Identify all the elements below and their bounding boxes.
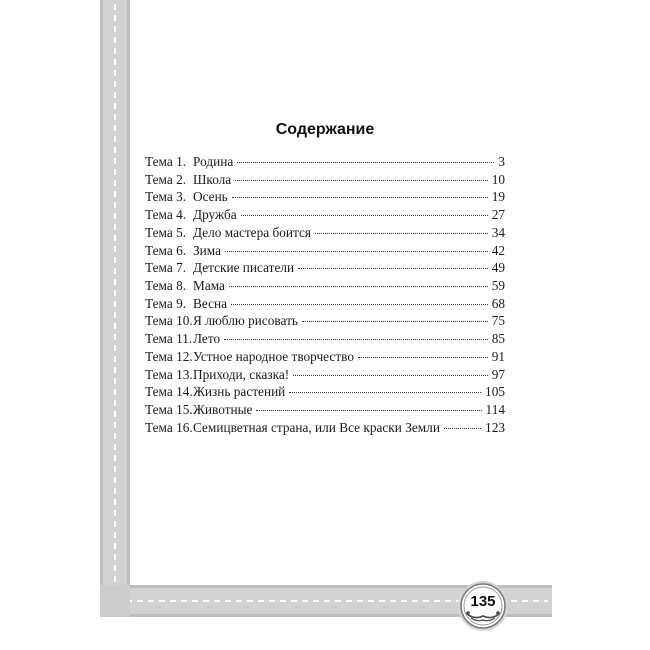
toc-entry-number: Тема 11. bbox=[145, 331, 193, 347]
toc-entry-page: 75 bbox=[491, 313, 505, 329]
toc-entry-title: Дружба bbox=[193, 207, 237, 223]
toc-dot-leader bbox=[256, 410, 481, 411]
toc-entry-title: Зима bbox=[193, 242, 222, 258]
toc-entry-page: 123 bbox=[485, 419, 505, 435]
toc-entry-title: Я люблю рисовать bbox=[193, 313, 298, 329]
toc-dot-leader bbox=[315, 233, 488, 234]
toc-entry-page: 105 bbox=[485, 384, 505, 400]
table-of-contents bbox=[145, 153, 505, 437]
toc-entry bbox=[145, 206, 505, 224]
toc-entry-page: 59 bbox=[491, 278, 505, 294]
toc-entry-page: 97 bbox=[491, 366, 505, 382]
toc-entry-title: Жизнь растений bbox=[193, 384, 286, 400]
toc-entry-title: Дело мастера боится bbox=[193, 224, 311, 240]
toc-entry-page: 27 bbox=[491, 207, 505, 223]
toc-entry-number: Тема 6. bbox=[145, 242, 187, 258]
toc-entry-title: Животные bbox=[193, 402, 253, 418]
toc-dot-leader bbox=[224, 339, 488, 340]
toc-entry bbox=[145, 383, 505, 401]
toc-dot-leader bbox=[302, 321, 488, 322]
toc-entry bbox=[145, 171, 505, 189]
toc-dot-leader bbox=[229, 286, 488, 287]
toc-entry-page: 91 bbox=[491, 348, 505, 364]
corner-joint bbox=[100, 585, 130, 617]
toc-dot-leader bbox=[358, 357, 488, 358]
toc-entry-number: Тема 16. bbox=[145, 419, 193, 435]
toc-entry bbox=[145, 401, 505, 419]
toc-entry bbox=[145, 312, 505, 330]
toc-entry-number: Тема 2. bbox=[145, 171, 187, 187]
left-border-edge bbox=[100, 0, 103, 610]
toc-entry-title: Мама bbox=[193, 278, 225, 294]
toc-entry-page: 19 bbox=[491, 189, 505, 205]
toc-dot-leader bbox=[225, 251, 488, 252]
toc-dot-leader bbox=[235, 180, 487, 181]
toc-entry-number: Тема 12. bbox=[145, 348, 193, 364]
toc-entry-number: Тема 15. bbox=[145, 402, 193, 418]
toc-entry-page: 114 bbox=[485, 402, 505, 418]
toc-entry bbox=[145, 295, 505, 313]
toc-dot-leader bbox=[231, 304, 488, 305]
toc-entry-title: Приходи, сказка! bbox=[193, 366, 290, 382]
page-title: Содержание bbox=[275, 121, 375, 138]
toc-entry-title: Весна bbox=[193, 295, 228, 311]
toc-dot-leader bbox=[237, 162, 494, 163]
toc-entry-title: Устное народное творчество bbox=[193, 348, 354, 364]
toc-entry-number: Тема 1. bbox=[145, 154, 187, 169]
toc-entry-page: 10 bbox=[491, 171, 505, 187]
toc-dot-leader bbox=[293, 375, 487, 376]
toc-entry bbox=[145, 277, 505, 295]
toc-entry-number: Тема 9. bbox=[145, 295, 187, 311]
toc-entry-title: Родина bbox=[193, 154, 234, 169]
toc-entry bbox=[145, 419, 505, 437]
toc-entry bbox=[145, 366, 505, 384]
page-number: 135 bbox=[470, 593, 496, 610]
toc-entry-title: Семицветная страна, или Все краски Земли bbox=[193, 419, 440, 435]
toc-entry-number: Тема 8. bbox=[145, 278, 187, 294]
toc-entry-number: Тема 13. bbox=[145, 366, 193, 382]
toc-dot-leader bbox=[298, 268, 488, 269]
toc-entry-number: Тема 5. bbox=[145, 224, 187, 240]
toc-entry-page: 34 bbox=[491, 224, 505, 240]
toc-entry-title: Лето bbox=[193, 331, 221, 347]
toc-entry-title: Школа bbox=[193, 171, 232, 187]
toc-entry bbox=[145, 224, 505, 242]
toc-dot-leader bbox=[289, 392, 481, 393]
toc-entry bbox=[145, 188, 505, 206]
toc-entry-number: Тема 4. bbox=[145, 207, 187, 223]
toc-dot-leader bbox=[241, 215, 488, 216]
left-border-inner-edge bbox=[127, 0, 130, 590]
toc-entry-page: 42 bbox=[491, 242, 505, 258]
toc-entry-title: Детские писатели bbox=[193, 260, 295, 276]
toc-entry bbox=[145, 242, 505, 260]
toc-entry-number: Тема 10. bbox=[145, 313, 193, 329]
toc-dot-leader bbox=[444, 428, 481, 429]
toc-entry bbox=[145, 153, 505, 171]
toc-entry-number: Тема 7. bbox=[145, 260, 187, 276]
toc-entry-number: Тема 3. bbox=[145, 189, 187, 205]
toc-entry bbox=[145, 259, 505, 277]
toc-entry-page: 85 bbox=[491, 331, 505, 347]
toc-entry bbox=[145, 330, 505, 348]
toc-entry-number: Тема 14. bbox=[145, 384, 193, 400]
toc-entry-page: 68 bbox=[491, 295, 505, 311]
toc-entry bbox=[145, 348, 505, 366]
toc-entry-page: 49 bbox=[491, 260, 505, 276]
toc-entry-page: 3 bbox=[498, 154, 505, 169]
toc-entry-title: Осень bbox=[193, 189, 228, 205]
toc-dot-leader bbox=[232, 197, 488, 198]
